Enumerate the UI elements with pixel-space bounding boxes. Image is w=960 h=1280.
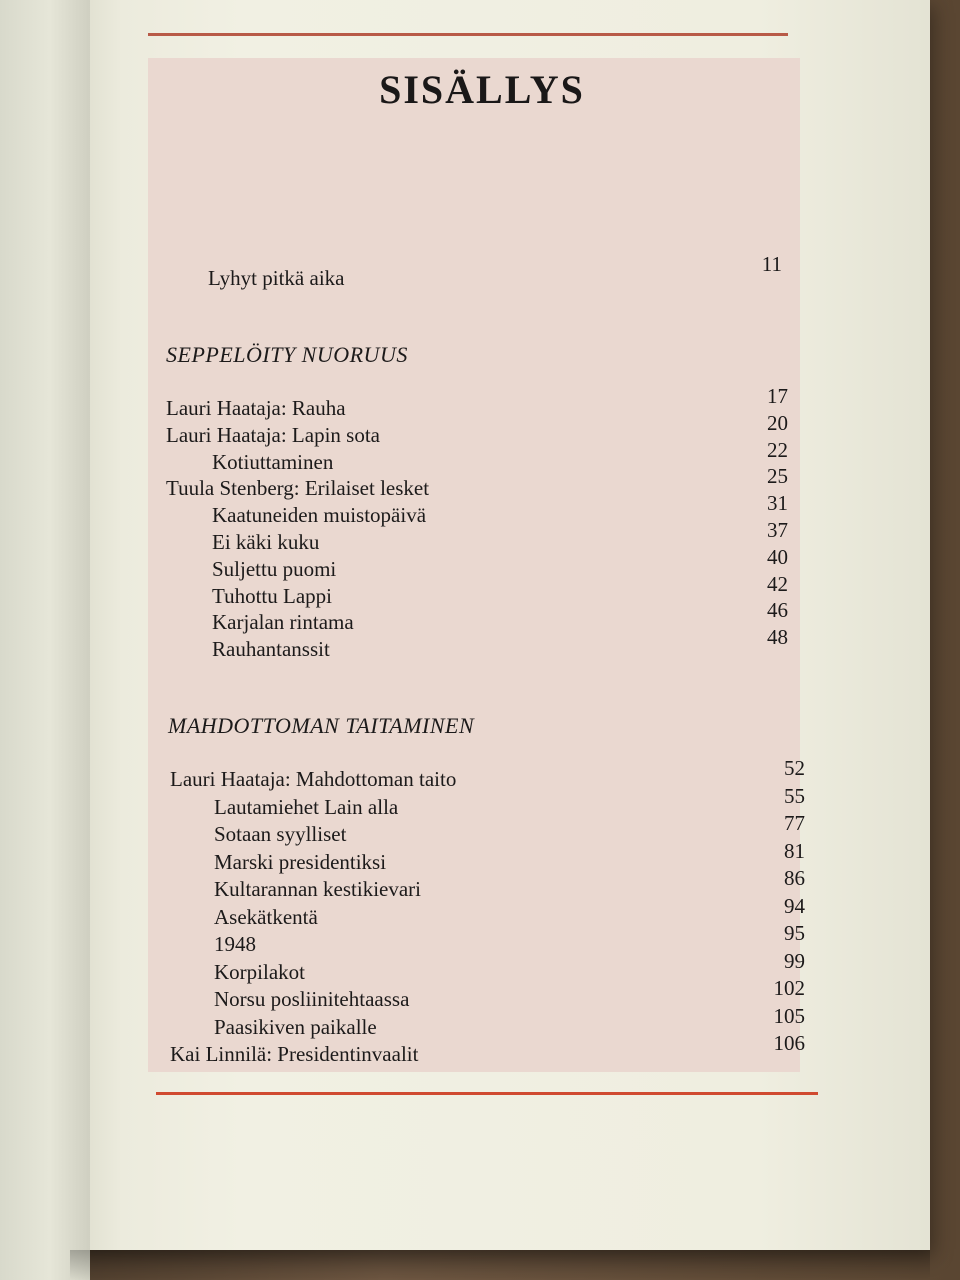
- toc-entry-page-number: 105: [773, 1003, 805, 1028]
- toc-entry-label: Tuhottu Lappi: [212, 583, 332, 608]
- toc-entry-page-number: 25: [767, 464, 788, 489]
- book-gutter: [0, 0, 90, 1280]
- toc-entry-label: Kultarannan kestikievari: [214, 877, 422, 901]
- toc-entry-label: 1948: [214, 932, 256, 956]
- toc-entry-page-number: 48: [767, 625, 788, 650]
- section-heading-1: SEPPELÖITY NUORUUS: [166, 342, 408, 367]
- toc-entry-label: Norsu posliinitehtaassa: [214, 987, 410, 1011]
- page-title: SISÄLLYS: [379, 67, 585, 112]
- toc-entry-page-number: 95: [784, 921, 805, 945]
- toc-entry-intro: Lyhyt pitkä aika: [208, 266, 345, 290]
- toc-entry-label: Rauhantanssit: [212, 637, 330, 662]
- toc-entry-label: Paasikiven paikalle: [214, 1014, 377, 1039]
- toc-entry-page-number: 106: [773, 1031, 805, 1055]
- toc-entry-label: Suljettu puomi: [212, 556, 337, 581]
- toc-entry-page-number: 37: [767, 518, 788, 542]
- toc-entry-page-number: 40: [767, 544, 788, 569]
- toc-entry-page-number: 86: [784, 866, 805, 890]
- toc-entry-page-number: 46: [767, 598, 788, 623]
- toc-entry-label: Kotiuttaminen: [212, 449, 334, 474]
- toc-entry-label: Kai Linnilä: Presidentinvaalit: [170, 1042, 419, 1066]
- toc-entry-page-number: 99: [784, 948, 805, 973]
- toc-entry-label: Sotaan syylliset: [214, 822, 347, 846]
- top-rule: [148, 33, 788, 36]
- toc-entry-label: Marski presidentiksi: [214, 849, 387, 874]
- toc-entry-label: Asekätkentä: [214, 904, 318, 929]
- toc-entry-label: Lauri Haataja: Lapin sota: [166, 422, 380, 447]
- toc-entry-page-number: 31: [767, 491, 788, 516]
- toc-entry-label: Korpilakot: [214, 959, 305, 984]
- toc-entry-page-number: 22: [767, 437, 788, 462]
- toc-entry-label: Lauri Haataja: Mahdottoman taito: [170, 767, 457, 791]
- toc-entry-label: Karjalan rintama: [212, 610, 354, 635]
- toc-entry-label: Lautamiehet Lain alla: [214, 794, 399, 819]
- toc-entry-label: Kaatuneiden muistopäivä: [212, 503, 427, 528]
- toc-entry-page-number: 20: [767, 410, 788, 435]
- toc-entry-label: Lauri Haataja: Rauha: [166, 396, 346, 420]
- toc-page-intro: 11: [761, 252, 782, 276]
- toc-entry-page-number: 77: [784, 811, 805, 835]
- toc-entry-page-number: 17: [767, 384, 788, 408]
- toc-entry-page-number: 94: [784, 893, 805, 918]
- toc-entry-page-number: 55: [784, 783, 805, 808]
- toc-entry-label: Ei käki kuku: [212, 530, 320, 554]
- toc-entry-label: Tuula Stenberg: Erilaiset lesket: [166, 476, 430, 501]
- toc-entry-page-number: 102: [773, 976, 805, 1000]
- toc-entry-page-number: 52: [784, 756, 805, 780]
- toc-entry-page-number: 81: [784, 838, 805, 863]
- section-heading-2: MAHDOTTOMAN TAITAMINEN: [168, 713, 475, 738]
- bottom-rule: [156, 1092, 818, 1095]
- toc-entry-page-number: 42: [767, 571, 788, 596]
- page-shadow: [70, 1250, 930, 1280]
